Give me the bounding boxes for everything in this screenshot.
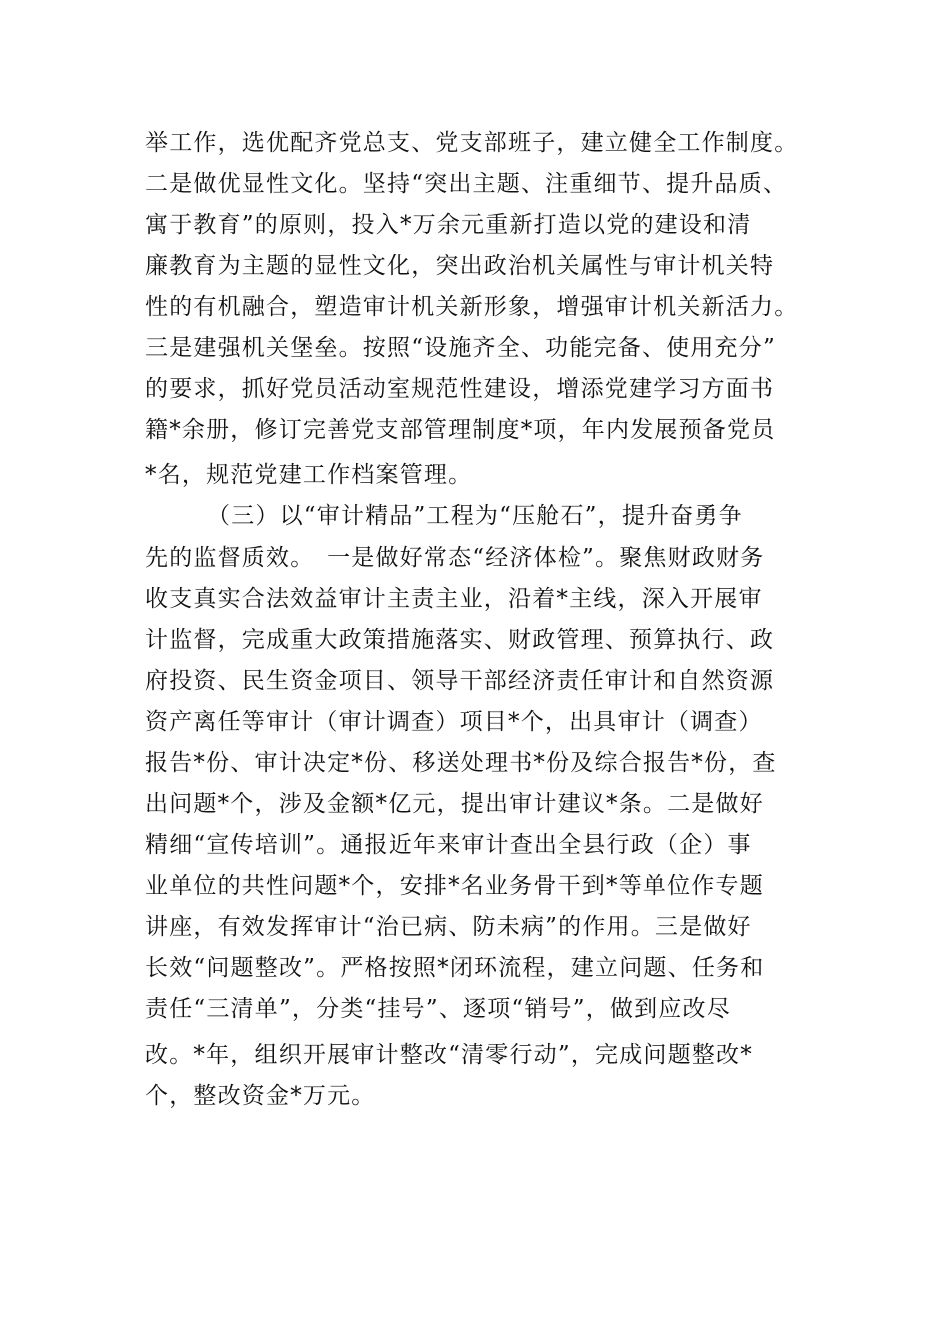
text-line: *名，规范党建工作档案管理。 bbox=[145, 462, 473, 488]
text-line: 业单位的共性问题*个，安排*名业务骨干到*等单位作专题 bbox=[145, 873, 764, 899]
text-line: 收支真实合法效益审计主责主业，沿着*主线，深入开展审 bbox=[145, 586, 763, 612]
text-line: 性的有机融合，塑造审计机关新形象，增强审计机关新活力。 bbox=[145, 294, 799, 320]
section-heading-line: （三）以“审计精品”工程为“压舱石”，提升奋勇争 bbox=[207, 503, 743, 529]
text-line: 二是做优显性文化。坚持“突出主题、注重细节、提升品质、 bbox=[145, 171, 788, 197]
text-line: 长效“问题整改”。严格按照*闭环流程，建立问题、任务和 bbox=[145, 955, 765, 981]
text-line: 府投资、民生资金项目、领导干部经济责任审计和自然资源 bbox=[145, 668, 775, 694]
text-line: 出问题*个，涉及金额*亿元，提出审计建议*条。二是做好 bbox=[145, 791, 764, 817]
text-line: 寓于教育”的原则，投入*万余元重新打造以党的建设和清 bbox=[145, 212, 752, 238]
text-line: 的要求，抓好党员活动室规范性建设，增添党建学习方面书 bbox=[145, 376, 775, 402]
text-line: 资产离任等审计（审计调查）项目*个，出具审计（调查） bbox=[145, 709, 763, 735]
text-line: 改。*年，组织开展审计整改“清零行动”，完成问题整改* bbox=[145, 1042, 753, 1068]
text-line: 举工作，选优配齐党总支、党支部班子，建立健全工作制度。 bbox=[145, 130, 799, 156]
text-line: 个，整改资金*万元。 bbox=[145, 1083, 376, 1109]
text-line: 讲座，有效发挥审计“治已病、防未病”的作用。三是做好 bbox=[145, 914, 752, 940]
text-line: 三是建强机关堡垒。按照“设施齐全、功能完备、使用充分” bbox=[145, 335, 776, 361]
text-line: 籍*余册，修订完善党支部管理制度*项，年内发展预备党员 bbox=[145, 417, 776, 443]
text-line: 计监督，完成重大政策措施落实、财政管理、预算执行、政 bbox=[145, 627, 775, 653]
text-line: 先的监督质效。 一是做好常态“经济体检”。聚焦财政财务 bbox=[145, 545, 765, 571]
text-line: 报告*份、审计决定*份、移送处理书*份及综合报告*份，查 bbox=[145, 750, 777, 776]
text-line: 责任“三清单”，分类“挂号”、逐项“销号”，做到应改尽 bbox=[145, 996, 731, 1022]
text-line: 精细“宣传培训”。通报近年来审计查出全县行政（企）事 bbox=[145, 832, 752, 858]
text-line: 廉教育为主题的显性文化，突出政治机关属性与审计机关特 bbox=[145, 253, 775, 279]
